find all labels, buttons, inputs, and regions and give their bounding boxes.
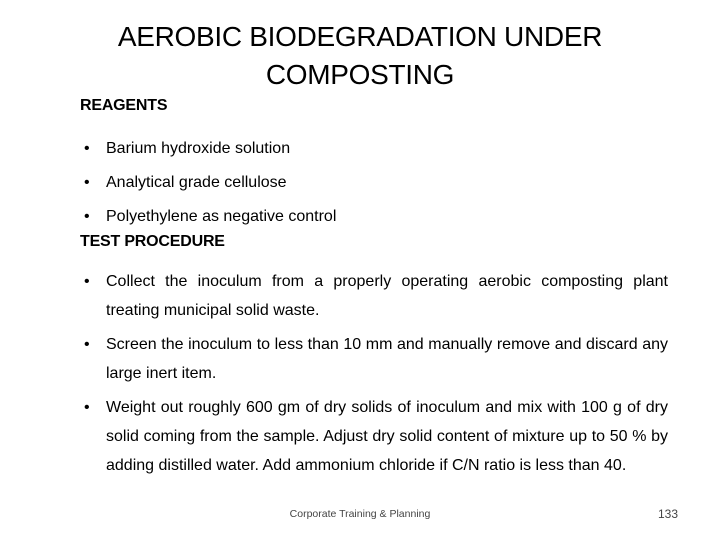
slide-title: AEROBIC BIODEGRADATION UNDER COMPOSTING	[117, 21, 603, 90]
reagent-text: Polyethylene as negative control	[106, 208, 337, 225]
procedure-list	[80, 267, 668, 485]
reagents-heading: REAGENTS	[80, 97, 168, 114]
procedure-step	[80, 267, 668, 325]
page-number: 133	[657, 507, 678, 521]
reagent-item	[80, 168, 668, 202]
bullet-icon: •	[84, 208, 90, 225]
procedure-heading: TEST PROCEDURE	[80, 233, 225, 250]
procedure-text: Weight out roughly 600 gm of dry solids of inoculum and mix with 100 g of dry solid coming from the sample. Adjust dry solid content of mixture up to 50 % by adding distilled water. Add ammonium chloride if C/N ratio is less than 40.	[106, 399, 668, 474]
bullet-icon: •	[84, 336, 90, 353]
procedure-text: Collect the inoculum from a properly operating aerobic composting plant treating municipal solid waste.	[106, 273, 668, 319]
footer-text: Corporate Training & Planning	[289, 508, 431, 520]
reagents-list	[80, 134, 668, 236]
bullet-icon: •	[84, 174, 90, 191]
reagent-item	[80, 202, 668, 236]
procedure-step	[80, 393, 668, 480]
reagent-item	[80, 134, 668, 168]
reagent-text: Analytical grade cellulose	[106, 174, 287, 191]
reagent-text: Barium hydroxide solution	[106, 140, 291, 157]
procedure-text: Screen the inoculum to less than 10 mm and manually remove and discard any large inert item.	[106, 336, 668, 382]
bullet-icon: •	[84, 399, 90, 416]
bullet-icon: •	[84, 140, 90, 157]
bullet-icon: •	[84, 273, 90, 290]
procedure-step	[80, 330, 668, 388]
